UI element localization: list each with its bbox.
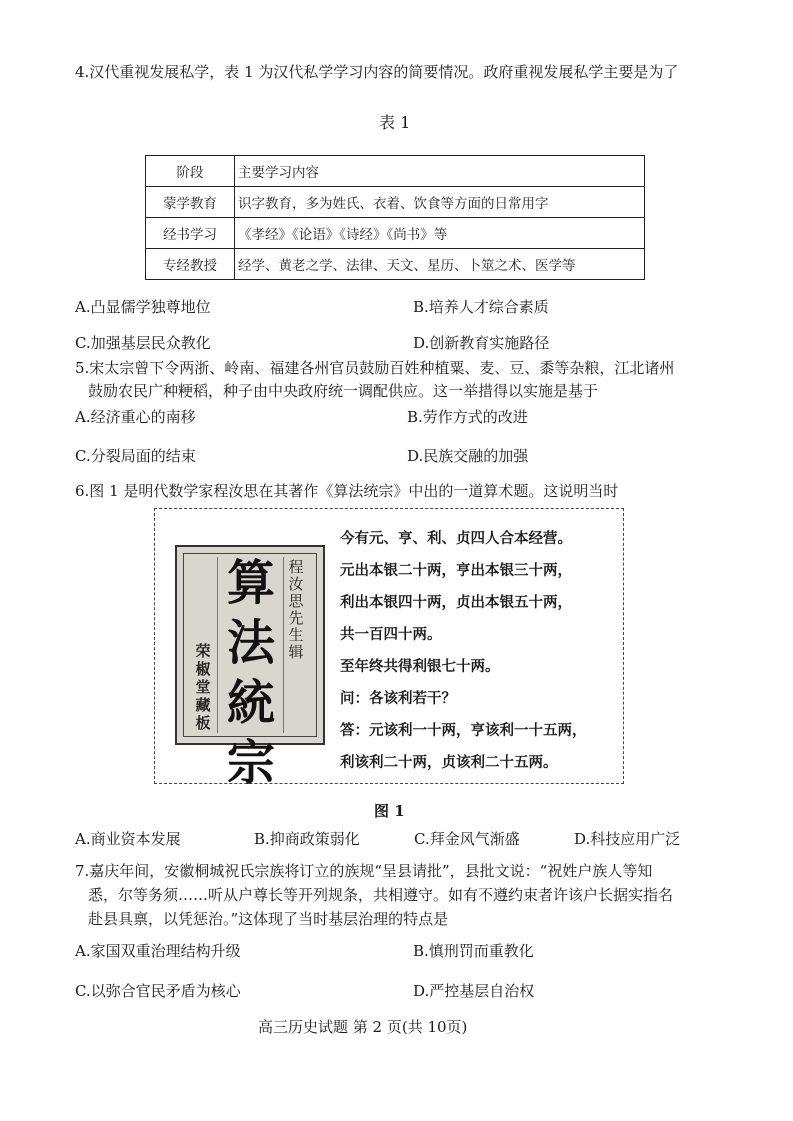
study-content-table [145, 155, 645, 280]
q6-stem: 6.图 1 是明代数学家程汝思在其著作《算法统宗》中出的一道算术题。这说明当时 [75, 482, 619, 500]
q6-option-b[interactable]: B.抑商政策弱化 [254, 830, 360, 848]
cover-title: 算法統宗 [226, 555, 275, 791]
q6-option-a[interactable]: A.商业资本发展 [75, 830, 181, 848]
q7-stem-line1: 7.嘉庆年间，安徽桐城祝氏宗族将订立的族规“呈县请批”，县批文说：“祝姓户族人等知 [75, 862, 653, 880]
figure-caption: 图 1 [374, 802, 405, 820]
q5-stem-line1: 5.宋太宗曾下令两浙、岭南、福建各州官员鼓励百姓种植粟、麦、豆、黍等杂粮，江北诸州 [75, 359, 675, 377]
row-stage: 专经教授 [146, 249, 235, 280]
q4-option-a[interactable]: A.凸显儒学独尊地位 [75, 298, 211, 316]
problem-line: 元出本银二十两，亨出本银三十两， [340, 562, 572, 579]
cover-author: 程汝思先生辑 [288, 558, 304, 661]
q4-option-b[interactable]: B.培养人才综合素质 [413, 298, 549, 316]
cover-divider [217, 557, 218, 733]
row-stage: 经书学习 [146, 218, 235, 249]
q4-stem: 4.汉代重视发展私学，表 1 为汉代私学学习内容的简要情况。政府重视发展私学主要是为了 [75, 63, 679, 81]
problem-line: 共一百四十两。 [340, 626, 442, 643]
header-stage: 阶段 [146, 156, 235, 187]
q7-option-d[interactable]: D.严控基层自治权 [413, 982, 535, 1000]
row-content: 识字教育，多为姓氏、衣着、饮食等方面的日常用字 [235, 187, 645, 218]
book-cover-image [175, 545, 325, 791]
q5-stem-line2: 鼓励农民广种粳稻，种子由中央政府统一调配供应。这一举措得以实施是基于 [88, 382, 599, 400]
q5-option-c[interactable]: C.分裂局面的结束 [75, 447, 196, 465]
header-content: 主要学习内容 [235, 156, 645, 187]
q5-option-b[interactable]: B.劳作方式的改进 [407, 408, 528, 426]
page-footer: 高三历史试题 第 2 页(共 10页) [258, 1018, 468, 1036]
q4-option-d[interactable]: D.创新教育实施路径 [413, 334, 550, 352]
q7-option-b[interactable]: B.慎刑罚而重教化 [413, 942, 534, 960]
row-content: 经学、黄老之学、法律、天文、星历、卜筮之术、医学等 [235, 249, 645, 280]
q7-stem-line3: 赴县具禀，以凭惩治。”这体现了当时基层治理的特点是 [88, 910, 449, 928]
table-row [146, 249, 645, 280]
figure-1 [154, 508, 624, 791]
cover-publisher: 荣椒堂藏板 [195, 642, 211, 732]
q5-option-a[interactable]: A.经济重心的南移 [75, 408, 196, 426]
problem-line: 问：各该利若干？ [340, 690, 456, 707]
q4-option-c[interactable]: C.加强基层民众教化 [75, 334, 211, 352]
q6-option-d[interactable]: D.科技应用广泛 [574, 830, 681, 848]
row-content: 《孝经》《论语》《诗经》《尚书》等 [235, 218, 645, 249]
problem-line: 利出本银四十两，贞出本银五十两， [340, 594, 572, 611]
q6-option-c[interactable]: C.拜金风气渐盛 [414, 830, 520, 848]
table-row [146, 218, 645, 249]
q7-option-a[interactable]: A.家国双重治理结构升级 [75, 942, 241, 960]
table-title: 表 1 [379, 113, 411, 132]
cover-divider [283, 557, 284, 733]
q5-option-d[interactable]: D.民族交融的加强 [407, 447, 529, 465]
q7-option-c[interactable]: C.以弥合官民矛盾为核心 [75, 982, 241, 1000]
problem-line: 今有元、亨、利、贞四人合本经营。 [340, 530, 572, 547]
q7-stem-line2: 悉，尔等务须……听从户尊长等开列规条，共相遵守。如有不遵约束者许该户长据实指名 [88, 886, 674, 904]
row-stage: 蒙学教育 [146, 187, 235, 218]
problem-line: 至年终共得利银七十两。 [340, 658, 500, 675]
table-header-row [146, 156, 645, 187]
table-row [146, 187, 645, 218]
problem-line: 利该利二十两，贞该利二十五两。 [340, 754, 558, 771]
problem-line: 答：元该利一十两，亨该利一十五两， [340, 722, 587, 739]
arithmetic-problem [340, 523, 587, 779]
